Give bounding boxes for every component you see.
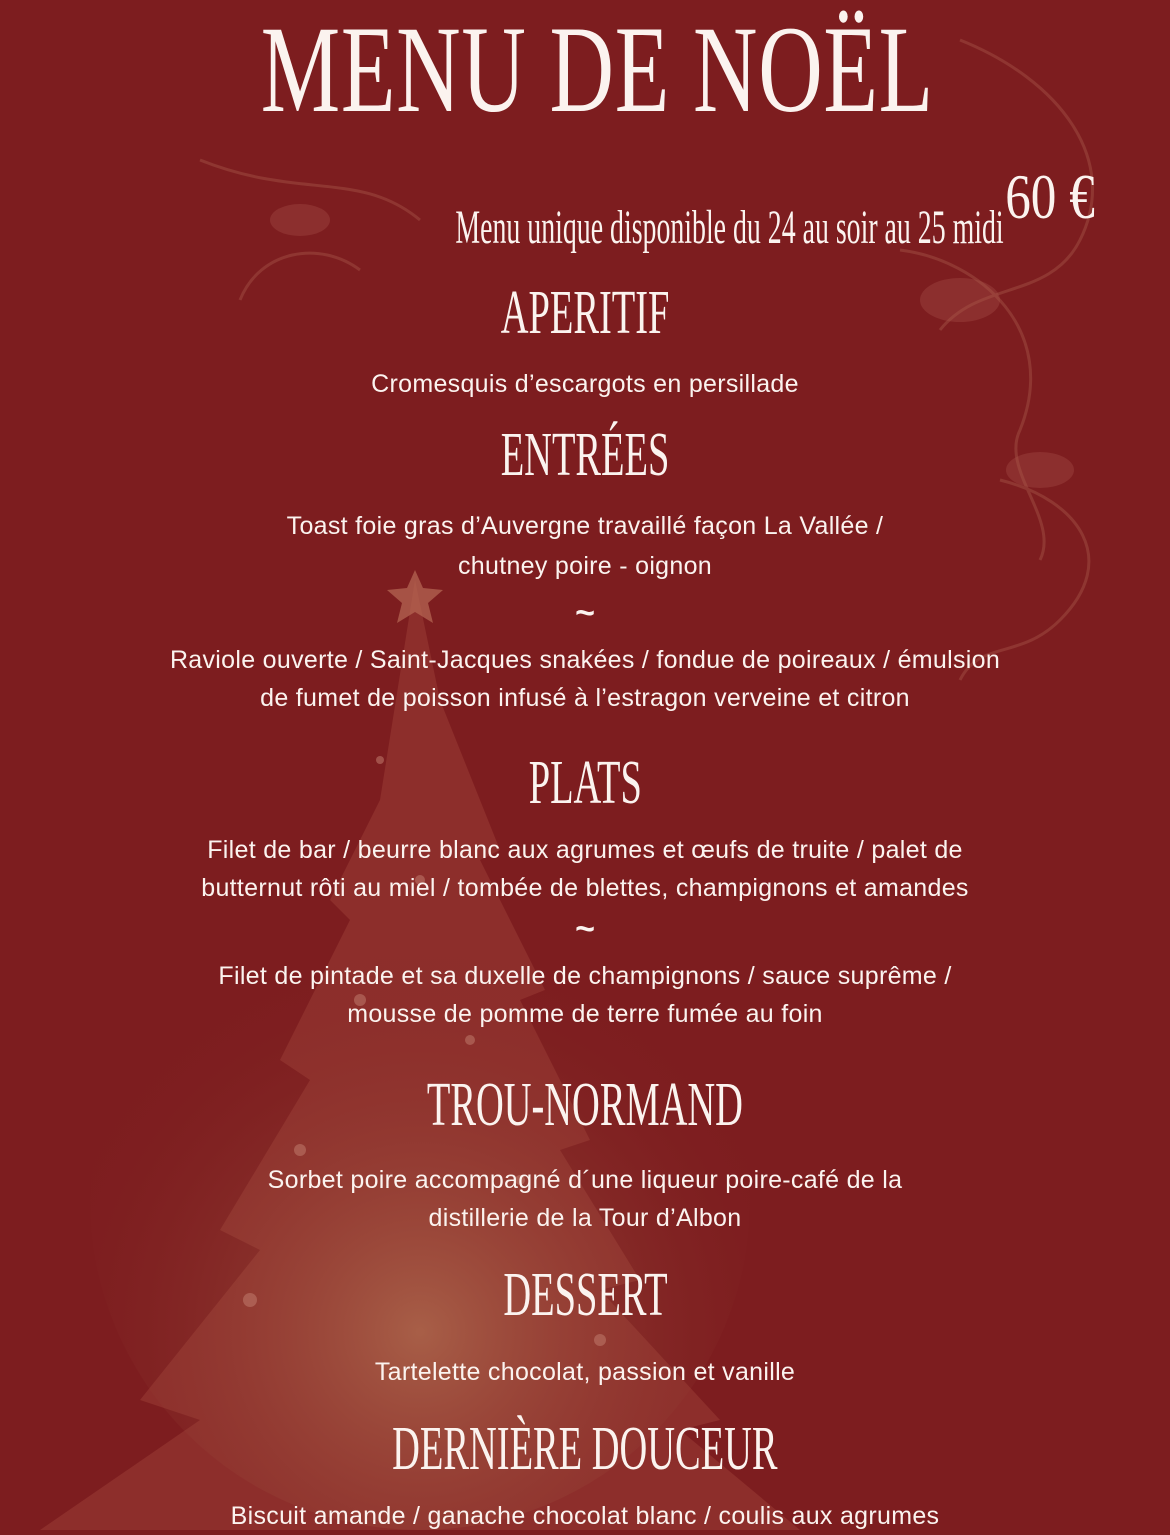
section-heading-entrees: ENTRÉES <box>500 421 670 489</box>
derniere-douceur-line: Biscuit amande / ganache chocolat blanc / coulis aux agrumes <box>230 1502 940 1530</box>
trou-normand-line-1: Sorbet poire accompagné d´une liqueur poire-café de la <box>267 1166 903 1194</box>
separator-tilde: ~ <box>575 910 595 948</box>
menu-subtitle: Menu unique disponible du 24 au soir au 25 midi <box>455 201 1004 254</box>
entree-1-line-1: Toast foie gras d’Auvergne travaillé façon La Vallée / <box>286 512 884 540</box>
plat-1-line-1: Filet de bar / beurre blanc aux agrumes et œufs de truite / palet de <box>207 836 963 864</box>
entree-2-line-2: de fumet de poisson infusé à l’estragon verveine et citron <box>260 684 910 712</box>
plat-2-line-2: mousse de pomme de terre fumée au foin <box>347 1000 823 1028</box>
section-heading-dessert: DESSERT <box>502 1261 668 1329</box>
section-heading-derniere-douceur: DERNIÈRE DOUCEUR <box>392 1415 778 1483</box>
entree-2-line-1: Raviole ouverte / Saint-Jacques snakées / fondue de poireaux / émulsion <box>169 646 1001 674</box>
menu-title: MENU DE NOËL <box>260 1 934 138</box>
plat-2-line-1: Filet de pintade et sa duxelle de champignons / sauce suprême / <box>218 962 952 990</box>
entree-1-line-2: chutney poire - oignon <box>458 552 712 580</box>
trou-normand-line-2: distillerie de la Tour d’Albon <box>428 1204 742 1232</box>
section-heading-plats: PLATS <box>528 749 642 817</box>
aperitif-line: Cromesquis d’escargots en persillade <box>371 370 799 398</box>
dessert-line: Tartelette chocolat, passion et vanille <box>374 1358 796 1386</box>
section-heading-trou-normand: TROU-NORMAND <box>426 1071 744 1139</box>
section-heading-aperitif: APERITIF <box>500 279 670 347</box>
plat-1-line-2: butternut rôti au miel / tombée de blettes, champignons et amandes <box>201 874 969 902</box>
menu-price: 60 € <box>1005 161 1095 232</box>
separator-tilde: ~ <box>575 594 595 632</box>
